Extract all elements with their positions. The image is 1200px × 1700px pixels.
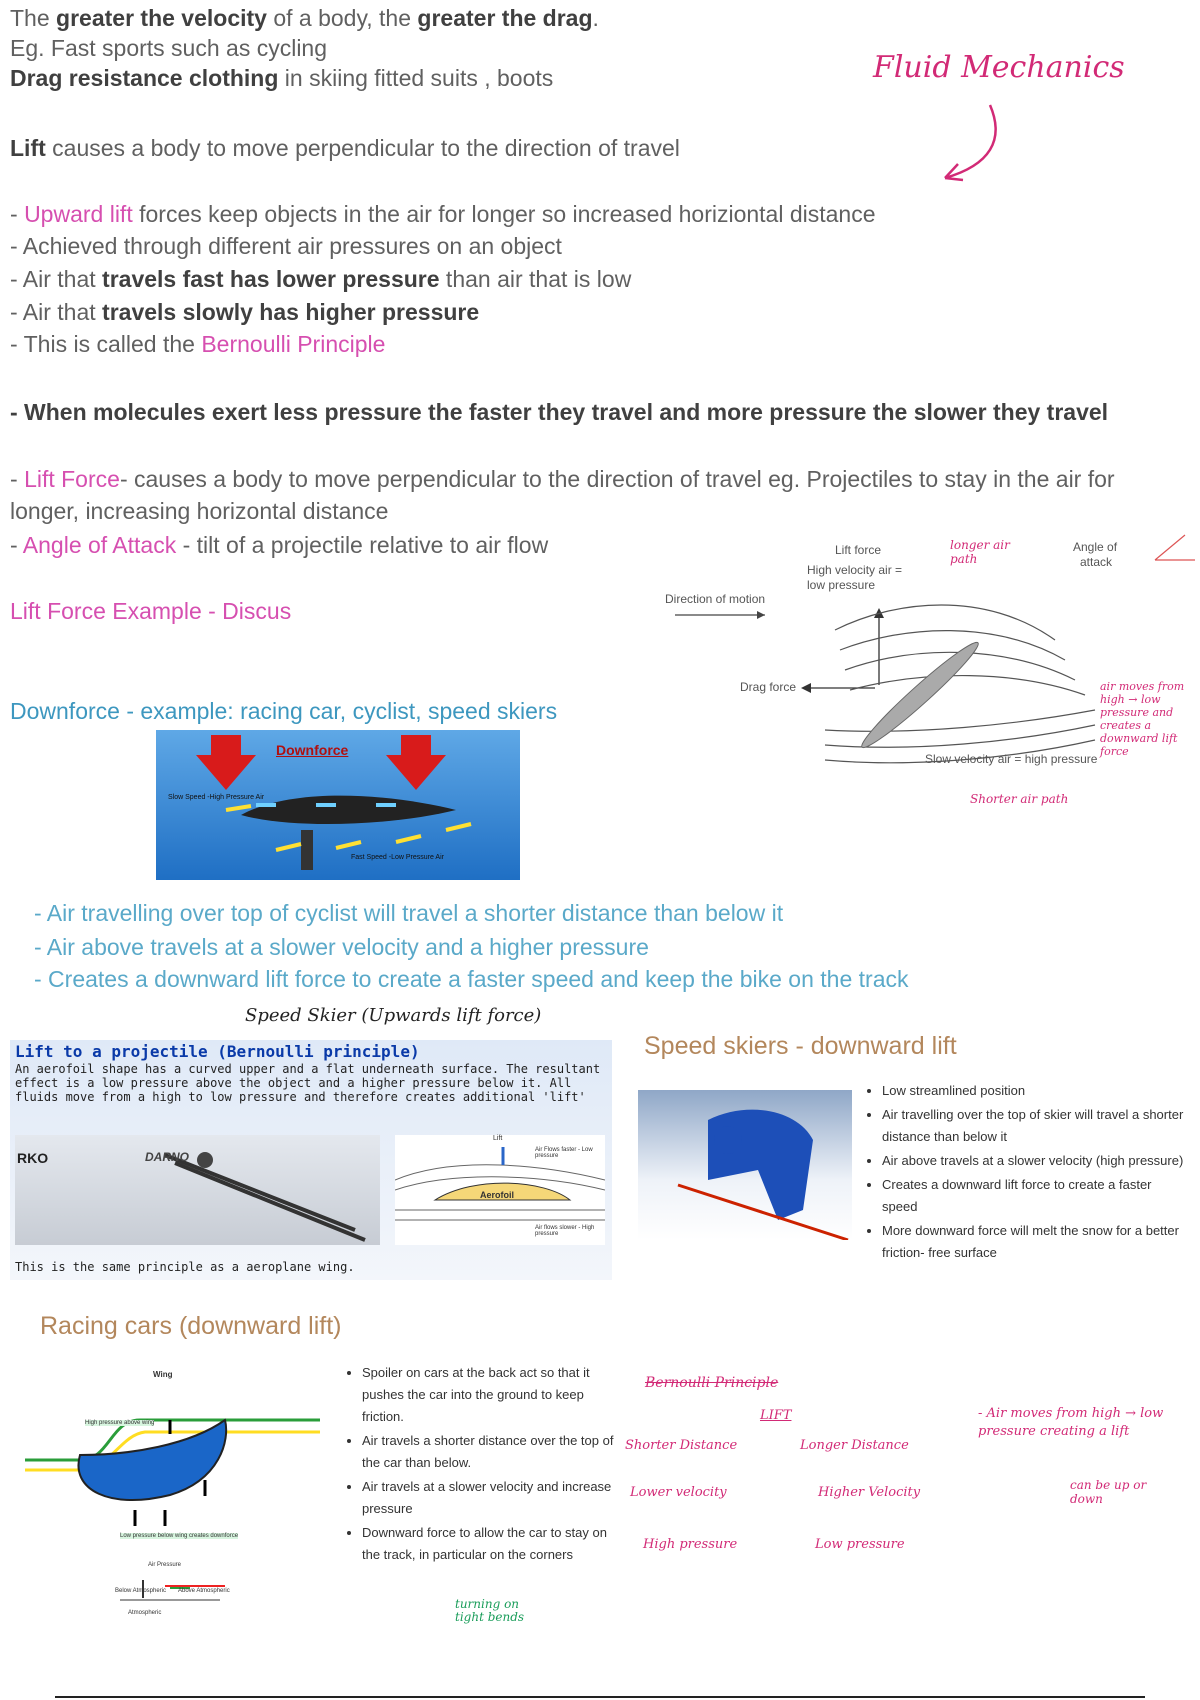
racing-wing-diagram	[20, 1360, 335, 1630]
racing-heading: Racing cars (downward lift)	[40, 1312, 342, 1340]
label-angle: Angle of	[1073, 540, 1118, 554]
speed-skier-photo	[638, 1090, 852, 1240]
turning-note: turning on tight bends	[455, 1597, 525, 1624]
text-bold: Lift	[10, 135, 46, 161]
low-pressure-label: Low pressure below wing creates downforce	[120, 1533, 239, 1539]
text: - causes a body to move perpendicular to the direction of travel eg. Projectiles to stay in the air for	[119, 466, 1115, 492]
bullet-air-pressures: - Achieved through different air pressures on an object	[10, 233, 562, 259]
aerofoil-diagram	[395, 1135, 605, 1245]
text: than air that is low	[439, 266, 632, 292]
label-slow-velocity: Slow velocity air = high pressure	[925, 752, 1098, 766]
speed-skier-bullet: • More downward force will melt the snow for a better friction- free surface	[882, 1220, 1185, 1264]
ski-jump-photo	[15, 1135, 380, 1245]
label-high-velocity: High velocity air =	[807, 563, 903, 577]
racing-bullet: • Air travels a shorter distance over the top of the car than below.	[362, 1430, 615, 1474]
downforce-image-title: Downforce	[276, 742, 349, 758]
page-divider	[55, 1696, 1145, 1698]
speed-skier-bullet: • Air above travels at a slower velocity (high pressure)	[882, 1150, 1185, 1172]
intro-line-3	[10, 64, 553, 92]
text-bold: greater the velocity	[56, 5, 267, 31]
lift-force-line-2: longer, increasing horizontal distance	[10, 498, 389, 524]
wing-label: Wing	[153, 1370, 173, 1379]
downforce-image-slow: Slow Speed -High Pressure Air	[168, 794, 265, 801]
racing-bullet: • Spoiler on cars at the back act so that it pushes the car into the ground to keep friction.	[362, 1362, 615, 1428]
label-attack: attack	[1080, 555, 1113, 569]
bernoulli-notes-title: Bernoulli Principle	[645, 1375, 779, 1391]
cyclist-bullet: - Air above travels at a slower velocity and a higher pressure	[34, 934, 649, 960]
speed-skier-bullet: • Creates a downward lift force to create a faster speed	[882, 1174, 1185, 1218]
speed-skier-bullet: • Low streamlined position	[882, 1080, 1185, 1102]
text: -	[10, 201, 25, 227]
note-shorter-path: Shorter air path	[970, 792, 1069, 806]
air-pressure-label: Air Pressure	[148, 1562, 182, 1568]
speed-skier-bullet: • Air travelling over the top of skier will travel a shorter distance than below it	[882, 1104, 1185, 1148]
label-drag-force: Drag force	[740, 680, 797, 694]
speed-skier-note: Speed Skier (Upwards lift force)	[245, 1005, 542, 1026]
text: of a body, the	[266, 5, 418, 31]
projectile-body: An aerofoil shape has a curved upper and a flat underneath surface. The resultant effect is a low pressure above the object and a higher pressure below it. All fluids move from a high to low pressure and therefore creates additional 'lift'	[15, 1062, 601, 1104]
downforce-image	[156, 730, 520, 880]
bernoulli-low-pressure: Low pressure	[815, 1537, 905, 1552]
below-atmospheric-label: Below Atmospheric	[115, 1588, 167, 1594]
projectile-title: Lift to a projectile (Bernoulli principle)	[15, 1042, 420, 1061]
cyclist-bullet: - Creates a downward lift force to create a faster speed and keep the bike on the track	[34, 966, 909, 992]
label-direction: Direction of motion	[665, 592, 766, 606]
note-air-moves: air moves from high → low pressure and creates a downward lift force	[1100, 680, 1185, 758]
air-below-label: Air flows slower - High pressure	[535, 1225, 595, 1237]
text: forces keep objects in the air for longer so increased horiziontal distance	[132, 201, 876, 227]
intro-line-1	[10, 4, 599, 32]
text: The	[10, 5, 57, 31]
brand-label-1: RKO	[17, 1150, 49, 1166]
text: -	[10, 532, 23, 558]
cyclist-bullet: - Air travelling over top of cyclist will travel a shorter distance than below it	[34, 900, 784, 926]
note-longer-path: longer air path	[950, 538, 1010, 566]
speed-skier-drawing	[638, 1090, 852, 1240]
molecules-statement: - When molecules exert less pressure the faster they travel and more pressure the slower they travel	[10, 399, 1109, 425]
lift-label: Lift	[493, 1135, 503, 1142]
text-bold: travels fast has lower pressure	[102, 266, 440, 292]
discus-diagram	[655, 530, 1200, 830]
brand-label-2: DARNO	[145, 1150, 189, 1164]
text: -	[10, 466, 25, 492]
label-lift-force: Lift force	[835, 543, 882, 557]
text-pink: Lift Force	[24, 466, 120, 492]
text-bold: travels slowly has higher pressure	[102, 299, 480, 325]
curved-arrow-icon	[930, 100, 1010, 185]
above-atmospheric-label: Above Atmospheric	[178, 1588, 230, 1594]
bernoulli-right-note: - Air moves from high → low pressure creating a lift	[978, 1406, 1164, 1439]
bernoulli-lift: LIFT	[760, 1408, 792, 1423]
air-above-label: Air Flows faster - Low pressure	[535, 1147, 593, 1159]
aerofoil-label: Aerofoil	[480, 1190, 515, 1200]
bullet-travels-fast	[10, 265, 631, 293]
high-pressure-label: High pressure above wing	[85, 1420, 155, 1426]
text: - This is called the	[10, 331, 202, 357]
text: - tilt of a projectile relative to air flow	[176, 532, 549, 558]
text-pink: Upward lift	[24, 201, 133, 227]
bullet-upward-lift	[10, 200, 876, 228]
racing-list	[340, 1362, 615, 1568]
text-pink: Angle of Attack	[22, 532, 177, 558]
text-pink: Bernoulli Principle	[201, 331, 386, 357]
bernoulli-higher-velocity: Higher Velocity	[818, 1485, 921, 1500]
lift-force-line	[10, 465, 1115, 493]
text: in skiing fitted suits , boots	[278, 65, 554, 91]
ski-jumper-drawing	[15, 1135, 380, 1245]
downforce-heading: Downforce - example: racing car, cyclist, speed skiers	[10, 698, 558, 724]
discus-heading: Lift Force Example - Discus	[10, 598, 292, 624]
atmospheric-label: Atmospheric	[128, 1610, 162, 1616]
bernoulli-right-note-2: can be up or down	[1070, 1478, 1147, 1506]
racing-bullet: • Downward force to allow the car to stay on the track, in particular on the corners	[362, 1522, 615, 1566]
text: causes a body to move perpendicular to the direction of travel	[45, 135, 680, 161]
text-bold: Drag resistance clothing	[10, 65, 279, 91]
bernoulli-longer-distance: Longer Distance	[800, 1438, 909, 1453]
speed-skiers-heading: Speed skiers - downward lift	[644, 1032, 957, 1060]
racing-bullet: • Air travels at a slower velocity and increase pressure	[362, 1476, 615, 1520]
projectile-footer: This is the same principle as a aeroplane wing.	[15, 1260, 355, 1274]
downforce-image-fast: Fast Speed -Low Pressure Air	[351, 854, 444, 861]
label-low-pressure: low pressure	[807, 578, 876, 592]
text: - Air that	[10, 266, 103, 292]
text: - Air that	[10, 299, 103, 325]
bernoulli-high-pressure: High pressure	[643, 1537, 738, 1552]
intro-line-2: Eg. Fast sports such as cycling	[10, 35, 328, 61]
speed-skiers-list	[860, 1080, 1185, 1266]
intro-line-4	[10, 134, 680, 162]
projectile-panel	[10, 1040, 612, 1280]
text-bold: greater the drag	[417, 5, 593, 31]
bernoulli-lower-velocity: Lower velocity	[630, 1485, 727, 1500]
text: .	[592, 5, 599, 31]
bernoulli-shorter-distance: Shorter Distance	[625, 1438, 738, 1453]
angle-of-attack-line	[10, 531, 548, 559]
handwritten-title: Fluid Mechanics	[873, 50, 1125, 85]
bullet-travels-slowly	[10, 298, 479, 326]
bullet-bernoulli	[10, 330, 385, 358]
